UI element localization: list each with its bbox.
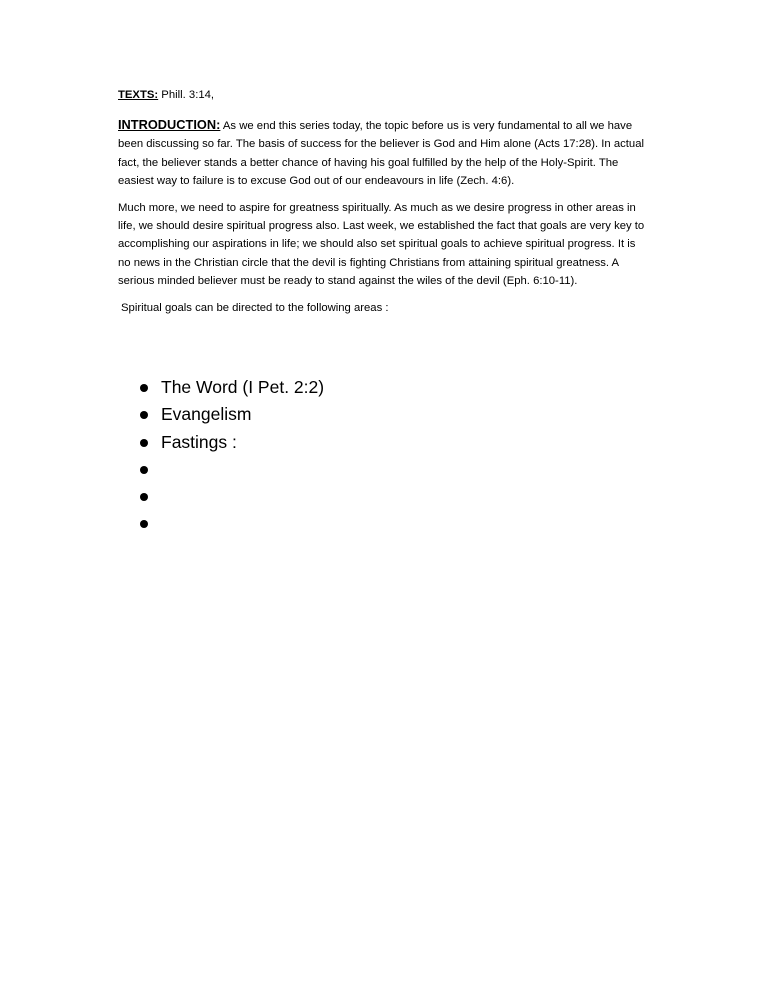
introduction-paragraph (118, 116, 645, 190)
bullet-icon (140, 520, 148, 528)
list-item (138, 374, 324, 401)
list-item (138, 401, 324, 428)
introduction-label: INTRODUCTION: (118, 117, 221, 133)
list-item (138, 429, 324, 456)
texts-line (118, 86, 645, 104)
list-lead-in: Spiritual goals can be directed to the following areas : (121, 302, 389, 315)
spiritual-greatness-paragraph: Much more, we need to aspire for greatness spiritually. As much as we desire progress in other areas in life, we should desire spiritual progress also. Last week, we established the fact that goals are very key to accomplishing our aspirations in life; we should also set spiritual goals to achieve spiritual progress. It is no news in the Christian circle that the devil is fighting Christians from attaining spiritual greatness. A serious minded believer must be ready to stand against the wiles of the devil (Eph. 6:10-11). (118, 202, 645, 287)
list-item (138, 510, 324, 537)
document-body (118, 86, 645, 317)
list-item-text: Evangelism (161, 404, 252, 425)
texts-label: TEXTS: (118, 89, 159, 101)
list-item (138, 456, 324, 483)
introduction-body: As we end this series today, the topic before us is very fundamental to all we have been discussing so far. The basis of success for the believer is God and Him alone (Acts 17:28). In actual fact, the believer stands a better chance of having his goal fulfilled by the help of the Holy-Spirit. The easiest way to failure is to excuse God out of our endeavours in life (Zech. 4:6). (118, 120, 645, 187)
texts-value: Phill. 3:14, (158, 89, 215, 101)
bullet-icon (140, 384, 148, 392)
list-item-text: The Word (I Pet. 2:2) (161, 377, 325, 397)
bullet-icon (140, 439, 148, 447)
list-item-text: Fastings : (161, 431, 237, 452)
spiritual-goals-list (138, 374, 324, 538)
list-item (138, 483, 324, 510)
bullet-icon (140, 466, 148, 474)
bullet-icon (140, 493, 148, 501)
bullet-icon (140, 411, 148, 419)
